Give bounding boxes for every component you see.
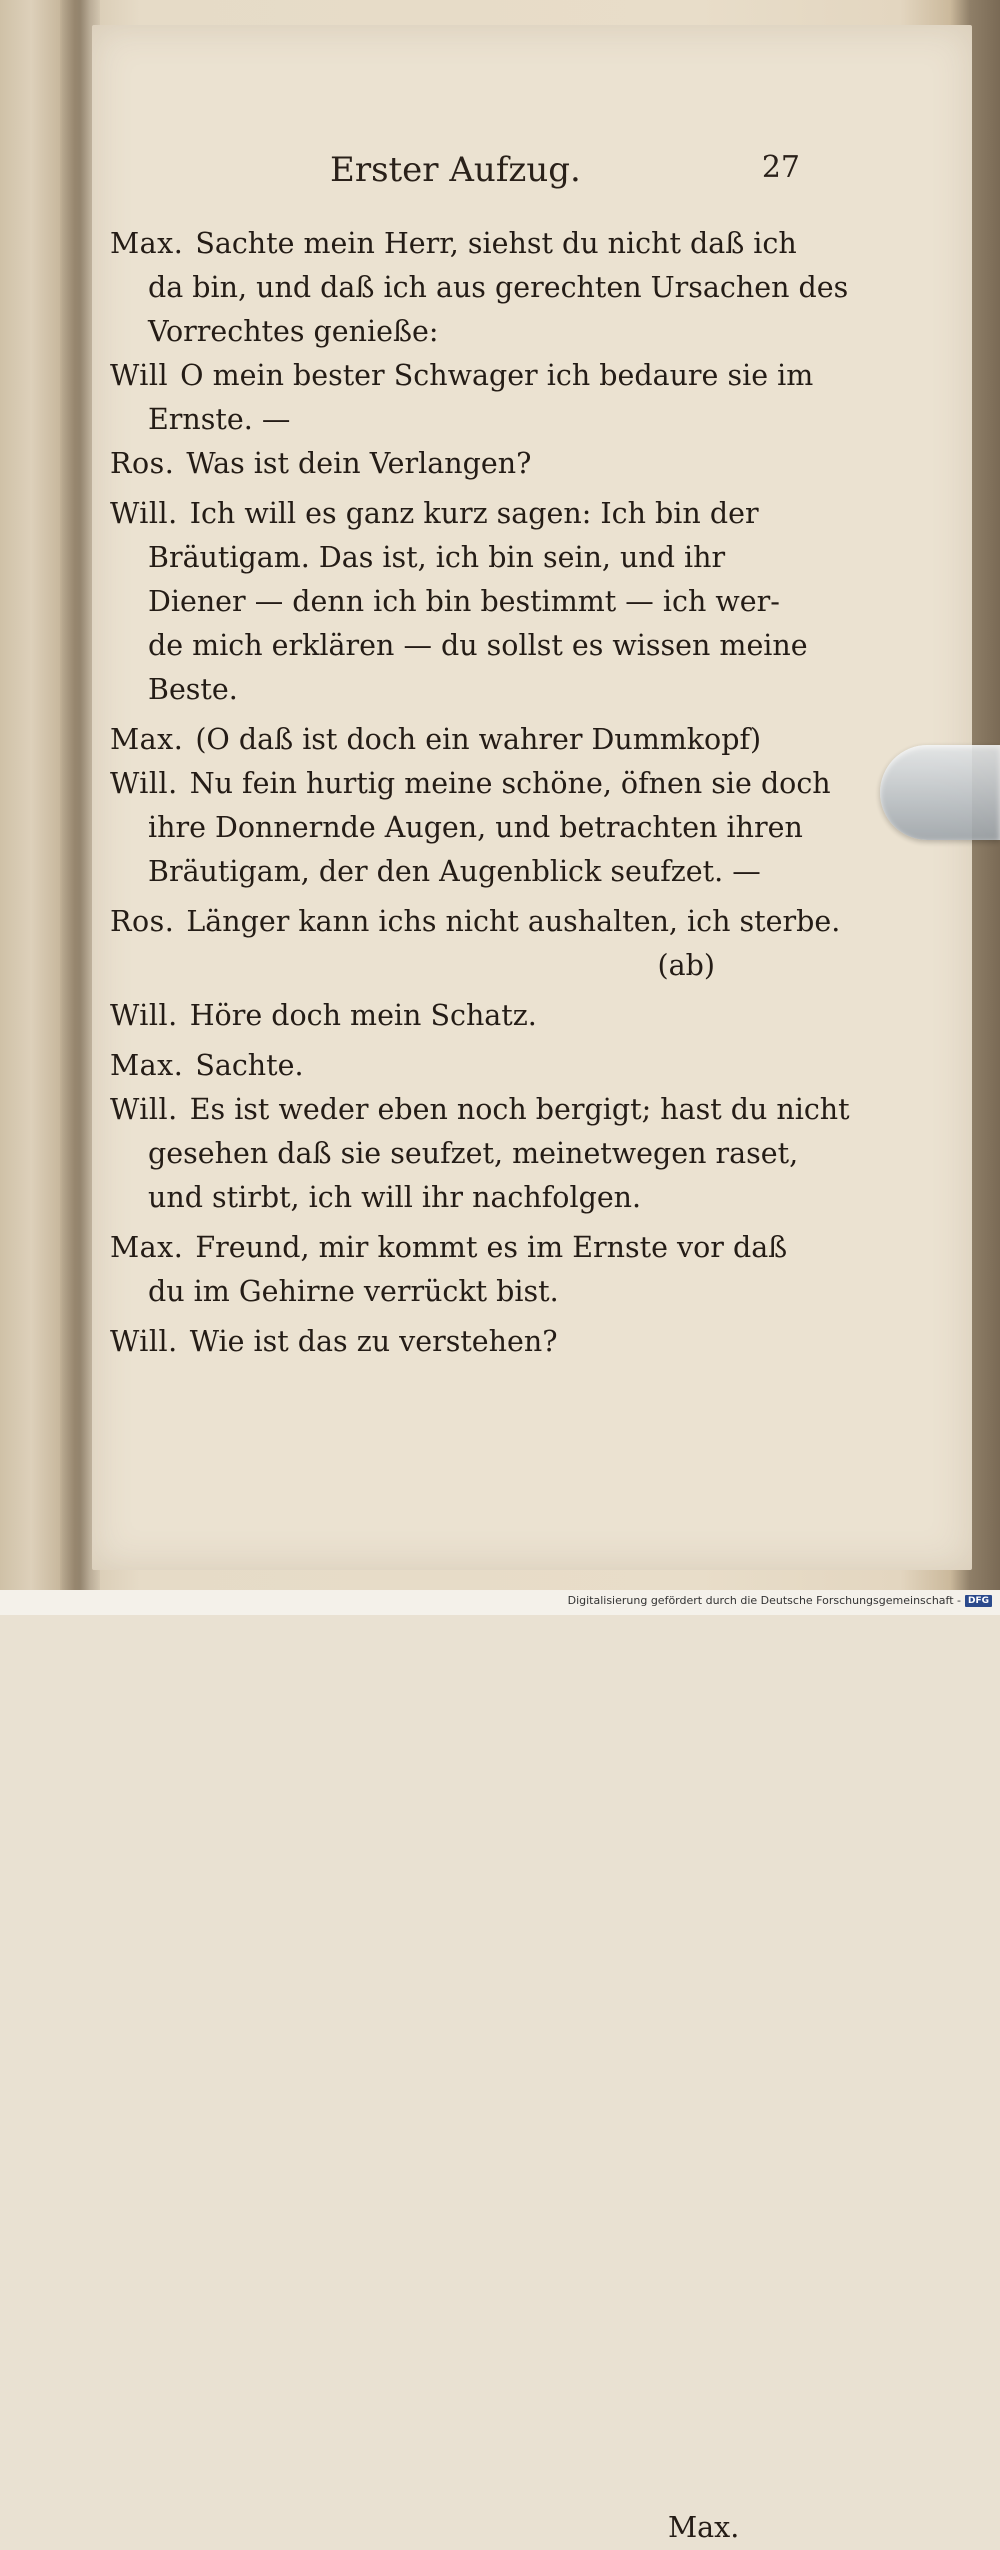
dialogue-line [110, 492, 830, 536]
line-text: Ernste. — [148, 403, 291, 436]
dialogue-line [110, 442, 830, 486]
dialogue-line [110, 580, 830, 624]
dialogue-line [110, 536, 830, 580]
speaker-label: Will. [110, 497, 178, 530]
speaker-label: Ros. [110, 447, 175, 480]
line-text: gesehen daß sie seufzet, meinetwegen raset, [148, 1137, 799, 1170]
line-text: da bin, und daß ich aus gerechten Ursachen des [148, 271, 849, 304]
dialogue-line [110, 994, 830, 1038]
line-text: Freund, mir kommt es im Ernste vor daß [195, 1231, 788, 1264]
dialogue-line [110, 944, 830, 988]
dialogue-line [110, 1044, 830, 1088]
line-text: Beste. [148, 673, 238, 706]
dialogue-line [110, 1132, 830, 1176]
speaker-label: Will. [110, 1093, 178, 1126]
dialogue-line [110, 266, 849, 310]
line-text: Sachte mein Herr, siehst du nicht daß ich [195, 227, 797, 260]
dfg-logo: DFG [965, 1595, 992, 1607]
line-text: Es ist weder eben noch bergigt; hast du nicht [189, 1093, 850, 1126]
speaker-label: Max. [110, 1231, 184, 1264]
running-header [330, 150, 800, 195]
line-text: Länger kann ichs nicht aushalten, ich sterbe. [186, 905, 841, 938]
dialogue-line [110, 310, 830, 354]
line-text: Bräutigam, der den Augenblick seufzet. — [148, 855, 761, 888]
dialogue-line [110, 668, 830, 712]
dialogue-line [110, 624, 830, 668]
dialogue-line [110, 1176, 830, 1220]
speaker-label: Max. [110, 227, 184, 260]
line-text: Sachte. [195, 1049, 304, 1082]
line-text: O mein bester Schwager ich bedaure sie im [180, 359, 814, 392]
speaker-label: Will. [110, 1325, 178, 1358]
dialogue-line [110, 398, 830, 442]
page-number: 27 [761, 150, 800, 185]
line-text: ihre Donnernde Augen, und betrachten ihren [148, 811, 803, 844]
speaker-label: Max. [110, 1049, 184, 1082]
line-text: (O daß ist doch ein wahrer Dummkopf) [195, 723, 762, 756]
speaker-label: Max. [110, 723, 184, 756]
dialogue-line [110, 1088, 850, 1132]
left-page-edge [0, 0, 62, 1615]
dialogue-line [110, 1320, 830, 1364]
dialogue-line [110, 718, 830, 762]
credit-text: Digitalisierung gefördert durch die Deutsche Forschungsgemeinschaft - [567, 1594, 961, 1607]
dialogue-line [110, 900, 841, 944]
line-text: de mich erklären — du sollst es wissen meine [148, 629, 808, 662]
dialogue-line [110, 850, 830, 894]
dialogue-line [110, 1226, 830, 1270]
line-text: Vorrechtes genieße: [148, 315, 439, 348]
speaker-label: Will [110, 359, 169, 392]
catchword: Max. [668, 2511, 740, 2544]
line-text: Höre doch mein Schatz. [189, 999, 537, 1032]
line-text: Nu fein hurtig meine schöne, öfnen sie doch [189, 767, 831, 800]
line-text: Bräutigam. Das ist, ich bin sein, und ihr [148, 541, 726, 574]
line-text: Was ist dein Verlangen? [186, 447, 532, 480]
page-clip [880, 745, 1000, 840]
dialogue-line [110, 1270, 830, 1314]
line-text: Diener — denn ich bin bestimmt — ich wer- [148, 585, 780, 618]
line-text: Wie ist das zu verstehen? [189, 1325, 558, 1358]
dialogue-line [110, 354, 830, 398]
stage-direction: (ab) [657, 949, 715, 982]
dialogue-line [110, 222, 830, 266]
line-text: du im Gehirne verrückt bist. [148, 1275, 559, 1308]
speaker-label: Ros. [110, 905, 175, 938]
line-text: und stirbt, ich will ihr nachfolgen. [148, 1181, 642, 1214]
speaker-label: Will. [110, 767, 178, 800]
speaker-label: Will. [110, 999, 178, 1032]
dialogue-line [110, 762, 830, 806]
dialogue-line [110, 806, 830, 850]
chapter-title: Erster Aufzug. [330, 150, 581, 190]
digitization-credit [568, 1594, 992, 1607]
line-text: Ich will es ganz kurz sagen: Ich bin der [189, 497, 759, 530]
